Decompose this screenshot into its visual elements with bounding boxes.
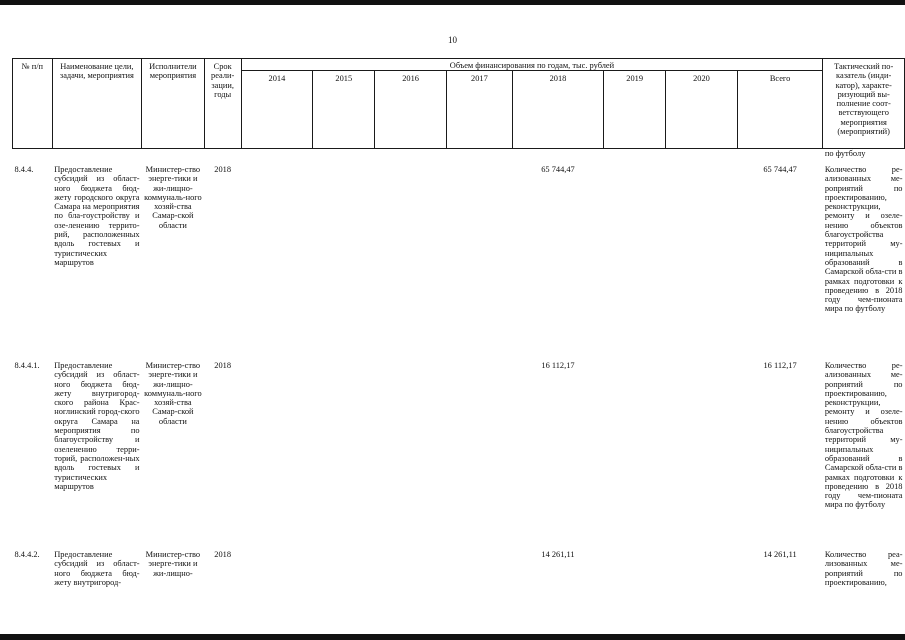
col-header-name: Наименование цели, задачи, мероприятия bbox=[52, 59, 141, 149]
amount-total: 14 261,11 bbox=[763, 550, 797, 559]
header-row bbox=[13, 59, 905, 71]
amount-total: 16 112,17 bbox=[763, 361, 797, 370]
col-header-executor: Исполнители мероприятия bbox=[142, 59, 205, 149]
table-row bbox=[13, 165, 905, 361]
scan-top-edge bbox=[0, 0, 905, 5]
activity-name: Предоставление субсидий из област-ного бюджета бюд-жету внутригород- bbox=[54, 550, 140, 587]
scan-bottom-edge bbox=[0, 634, 905, 640]
col-header-term: Срок реали-зации, годы bbox=[204, 59, 241, 149]
year-header-2020: 2020 bbox=[666, 71, 738, 149]
col-header-num: № п/п bbox=[13, 59, 53, 149]
table-row bbox=[13, 361, 905, 550]
activity-term: 2018 bbox=[214, 165, 232, 174]
indicator-continuation: по футболу bbox=[824, 149, 866, 158]
activity-executor: Министер-ство энерге-тики и жи-лищно- bbox=[145, 550, 201, 578]
page-number: 10 bbox=[448, 35, 457, 45]
activity-indicator: Количество реа-лизованных ме-роприятий по проектированию, bbox=[824, 550, 903, 587]
activity-executor: Министер-ство энерге-тики и жи-лищно-коммуналь-ного хозяй-ства Самар-ской области bbox=[144, 361, 202, 426]
year-header-2014: 2014 bbox=[241, 71, 313, 149]
activity-name: Предоставление субсидий из област-ного бюджета бюд-жету внутригород-ского района Крас-ноглинский город-ского округа Самара на мероприятия по благоустройству и озеленению терри-торий, расположен-ных вдоль гостевых и туристических маршрутов bbox=[54, 361, 140, 491]
table-row bbox=[13, 550, 905, 594]
col-header-indicator: Тактический по-казатель (инди-катор), характе-ризующий вы-полнение соот-ветствующего мероприятия (мероприятий) bbox=[823, 59, 905, 149]
activity-name: Предоставление субсидий из област-ного бюджета бюд-жету городского округа Самара на мероприятия по бла-гоустройству и озе-ленению террито-рий, расположенных вдоль гостевых и туристических маршрутов bbox=[54, 165, 140, 267]
col-header-funding: Объем финансирования по годам, тыс. рублей bbox=[241, 59, 823, 71]
year-header-2019: 2019 bbox=[604, 71, 666, 149]
year-header-2018: 2018 bbox=[512, 71, 603, 149]
activity-indicator: Количество ре-ализованных ме-роприятий по проектированию, реконструкции, ремонту и озеле-нению объектов благоустройства территорий му-ниципальных образований в Самарской обла-сти в рамках подготовки к проведению в 2018 году чем-пионата мира по футболу bbox=[824, 165, 903, 314]
activity-term: 2018 bbox=[214, 361, 232, 370]
amount-2018: 16 112,17 bbox=[541, 361, 575, 370]
year-header-2016: 2016 bbox=[375, 71, 447, 149]
continuation-row bbox=[13, 149, 905, 166]
year-header-2015: 2015 bbox=[313, 71, 375, 149]
row-number: 8.4.4.1. bbox=[14, 361, 40, 370]
year-header-total: Всего bbox=[737, 71, 823, 149]
row-number: 8.4.4. bbox=[14, 165, 34, 174]
amount-2018: 14 261,11 bbox=[541, 550, 575, 559]
activity-term: 2018 bbox=[214, 550, 232, 559]
year-header-2017: 2017 bbox=[446, 71, 512, 149]
amount-2018: 65 744,47 bbox=[541, 165, 575, 174]
activity-indicator: Количество ре-ализованных ме-роприятий по проектированию, реконструкции, ремонту и озеле-нению объектов благоустройства территорий му-ниципальных образований в Самарской обла-сти в рамках подготовки к проведению в 2018 году чем-пионата мира по футболу bbox=[824, 361, 903, 510]
activity-executor: Министер-ство энерге-тики и жи-лищно-коммуналь-ного хозяй-ства Самар-ской области bbox=[144, 165, 202, 230]
amount-total: 65 744,47 bbox=[763, 165, 797, 174]
row-number: 8.4.4.2. bbox=[14, 550, 40, 559]
program-activities-table bbox=[12, 58, 905, 594]
